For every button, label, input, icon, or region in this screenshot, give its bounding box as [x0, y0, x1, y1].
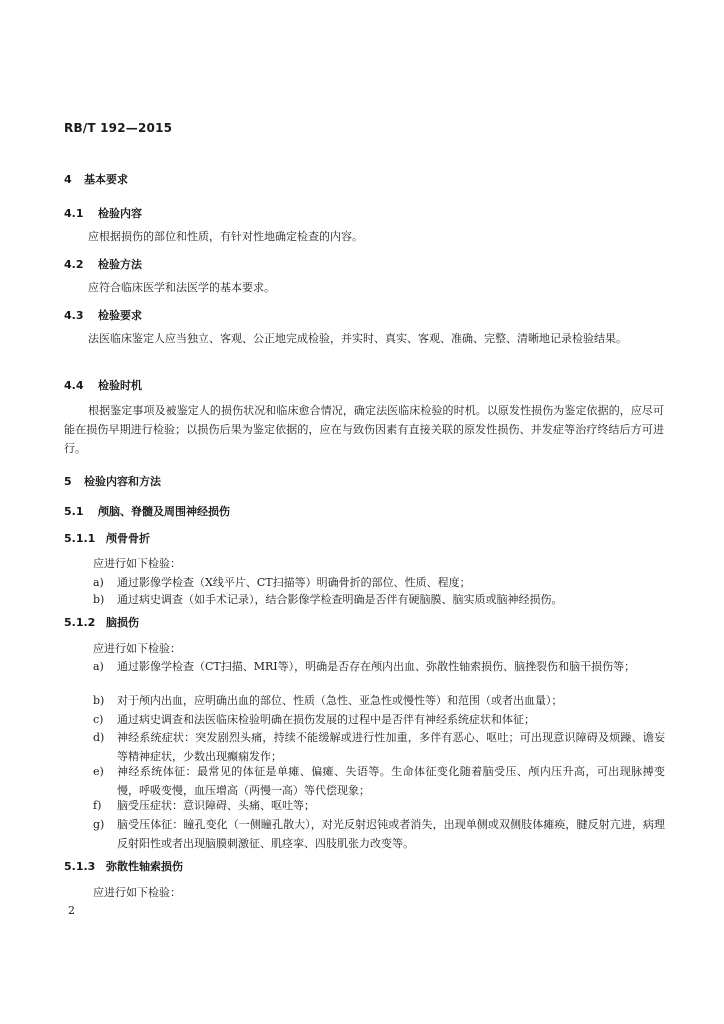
section-title: 基本要求	[84, 173, 128, 186]
list-intro: 应进行如下检验：	[93, 642, 181, 655]
paragraph-4-2	[64, 278, 664, 297]
list-item-text: 对于颅内出血，应明确出血的部位、性质（急性、亚急性或慢性等）和范围（或者出血量）；	[117, 694, 563, 707]
section-title: 检验内容和方法	[84, 475, 161, 488]
list-marker: b)	[93, 694, 105, 707]
list-item-text: 脑受压症状：意识障碍、头痛、呕吐等；	[117, 799, 315, 812]
section-heading-5-1-2	[64, 614, 139, 630]
standard-code: RB/T 192—2015	[64, 121, 173, 135]
list-item-text: 通过影像学检查（CT扫描、MRI等），明确是否存在颅内出血、弥散性轴索损伤、脑挫裂伤和脑干损伤等；	[117, 660, 636, 673]
list-item-text: 通过病史调查和法医临床检验明确在损伤发展的过程中是否伴有神经系统症状和体征；	[117, 713, 535, 726]
list-item	[93, 762, 665, 800]
list-item	[93, 815, 665, 853]
section-heading-5-1-3	[64, 858, 183, 874]
list-marker: a)	[93, 660, 104, 673]
section-title: 脑损伤	[106, 616, 139, 629]
section-title: 检验方法	[98, 258, 142, 271]
list-item-text: 神经系统症状：突发剧烈头痛，持续不能缓解或进行性加重，多伴有恶心、呕吐；可出现意识障碍及烦躁、谵妄等精神症状，少数出现癫痫发作；	[117, 731, 665, 763]
page-number: 2	[68, 904, 75, 917]
list-marker: g)	[93, 818, 105, 831]
section-title: 检验要求	[98, 309, 142, 322]
list-marker: c)	[93, 713, 104, 726]
section-heading-4-4	[64, 377, 142, 393]
paragraph-text: 根据鉴定事项及被鉴定人的损伤状况和临床愈合情况，确定法医临床检验的时机。以原发性损伤为鉴定依据的，应尽可能在损伤早期进行检验；以损伤后果为鉴定依据的，应在与致伤因素有直接关联的原发性损伤、并发症等治疗终结后方可进行。	[64, 404, 664, 455]
list-item	[93, 796, 665, 815]
section-title: 检验内容	[98, 207, 142, 220]
list-item-text: 脑受压体征：瞳孔变化（一侧瞳孔散大），对光反射迟钝或者消失，出现单侧或双侧肢体瘫痪，腱反射亢进，病理反射阳性或者出现脑膜刺激征、肌痉挛、四肢肌张力改变等。	[117, 818, 665, 850]
paragraph-4-3	[64, 329, 664, 348]
section-number: 5.1	[64, 505, 84, 518]
list-item	[93, 657, 665, 676]
list-intro: 应进行如下检验：	[93, 886, 181, 899]
paragraph-4-1	[64, 227, 664, 246]
list-item	[93, 728, 665, 766]
section-heading-4	[64, 171, 128, 187]
paragraph-text: 应符合临床医学和法医学的基本要求。	[88, 281, 275, 294]
list-item-text: 神经系统体征：最常见的体征是单瘫、偏瘫、失语等。生命体征变化随着脑受压、颅内压升高，可出现脉搏变慢，呼吸变慢，血压增高（两慢一高）等代偿现象；	[117, 765, 665, 797]
list-item	[93, 691, 665, 710]
section-number: 4.1	[64, 207, 84, 220]
list-marker: a)	[93, 576, 104, 589]
section-heading-4-3	[64, 307, 142, 323]
list-item	[93, 710, 665, 729]
section-number: 5.1.1	[64, 532, 96, 545]
paragraph-4-4	[64, 401, 664, 458]
section-heading-5-1	[64, 503, 230, 519]
section-title: 检验时机	[98, 379, 142, 392]
list-item-text: 通过影像学检查（X线平片、CT扫描等）明确骨折的部位、性质、程度；	[117, 576, 471, 589]
paragraph-text: 法医临床鉴定人应当独立、客观、公正地完成检验，并实时、真实、客观、准确、完整、清晰地记录检验结果。	[88, 332, 627, 345]
section-number: 4	[64, 173, 72, 186]
paragraph-text: 应根据损伤的部位和性质，有针对性地确定检查的内容。	[88, 230, 363, 243]
section-heading-4-1	[64, 205, 142, 221]
list-marker: f)	[93, 799, 102, 812]
list-item	[93, 590, 665, 609]
section-number: 4.4	[64, 379, 84, 392]
list-item-text: 通过病史调查（如手术记录），结合影像学检查明确是否伴有硬脑膜、脑实质或脑神经损伤。	[117, 593, 563, 606]
section-title: 颅脑、脊髓及周围神经损伤	[98, 505, 230, 518]
list-marker: b)	[93, 593, 105, 606]
list-marker: d)	[93, 731, 105, 744]
section-number: 5.1.2	[64, 616, 96, 629]
list-marker: e)	[93, 765, 104, 778]
section-title: 颅骨骨折	[106, 532, 150, 545]
section-heading-5	[64, 473, 161, 489]
section-title: 弥散性轴索损伤	[106, 860, 183, 873]
section-number: 4.2	[64, 258, 84, 271]
section-heading-4-2	[64, 256, 142, 272]
list-intro: 应进行如下检验：	[93, 557, 181, 570]
section-heading-5-1-1	[64, 530, 150, 546]
section-number: 5	[64, 475, 72, 488]
section-number: 5.1.3	[64, 860, 96, 873]
section-number: 4.3	[64, 309, 84, 322]
